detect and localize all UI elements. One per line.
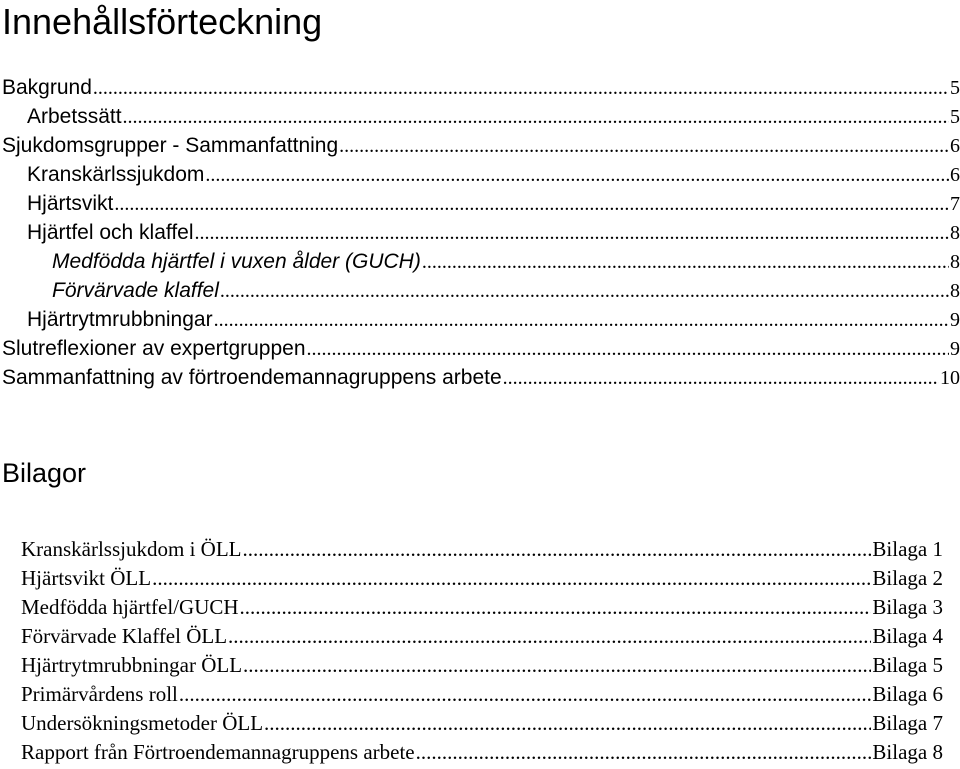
dot-leader [264, 709, 871, 738]
appendix-label: Undersökningsmetoder ÖLL [21, 711, 264, 735]
toc-page-number: 8 [950, 222, 960, 244]
dot-leader [228, 622, 871, 651]
appendix-entry-2[interactable] [21, 564, 943, 593]
toc-entry-bakgrund[interactable] [2, 73, 960, 102]
appendix-label: Rapport från Förtroendemannagruppens arbete [21, 740, 415, 764]
dot-leader [220, 277, 949, 306]
toc-entry-label: Sammanfattning av förtroendemannagruppens arbete [2, 366, 502, 389]
toc-page-number: 9 [950, 338, 960, 360]
dot-leader [422, 248, 949, 277]
appendix-label: Medfödda hjärtfel/GUCH [21, 595, 239, 619]
dot-leader [242, 535, 871, 564]
appendix-number: Bilaga 2 [872, 566, 943, 590]
appendix-number: Bilaga 8 [872, 740, 943, 764]
appendix-entry-1[interactable] [21, 535, 943, 564]
appendix-label: Förvärvade Klaffel ÖLL [21, 624, 228, 648]
appendix-number: Bilaga 5 [872, 653, 943, 677]
toc-entry-label: Arbetssätt [27, 105, 122, 128]
toc-page-number: 5 [950, 77, 960, 99]
dot-leader [205, 161, 949, 190]
dot-leader [240, 593, 872, 622]
toc-page-number: 9 [950, 309, 960, 331]
appendix-number: Bilaga 3 [872, 595, 943, 619]
appendix-entry-3[interactable] [21, 593, 943, 622]
appendix-number: Bilaga 4 [872, 624, 943, 648]
toc-page-number: 6 [950, 135, 960, 157]
appendix-entry-8[interactable] [21, 738, 943, 767]
dot-leader [503, 364, 939, 393]
dot-leader [114, 190, 949, 219]
dot-leader [179, 680, 872, 709]
appendix-entry-6[interactable] [21, 680, 943, 709]
appendix-label: Primärvårdens roll [21, 682, 178, 706]
appendix-number: Bilaga 6 [872, 682, 943, 706]
toc-page-number: 8 [950, 280, 960, 302]
toc-entry-label: Kranskärlssjukdom [27, 163, 205, 186]
toc-entry-hjartsvikt[interactable] [27, 189, 960, 218]
appendix-label: Kranskärlssjukdom i ÖLL [21, 537, 242, 561]
dot-leader [339, 132, 949, 161]
toc-entry-sjukdomsgrupper[interactable] [2, 131, 960, 160]
toc-entry-guch[interactable] [52, 247, 960, 276]
appendix-number: Bilaga 7 [872, 711, 943, 735]
toc-entry-label: Hjärtrytmrubbningar [27, 308, 213, 331]
dot-leader [93, 74, 949, 103]
toc-entry-label: Hjärtsvikt [27, 192, 114, 215]
dot-leader [307, 335, 949, 364]
appendix-label: Hjärtrytmrubbningar ÖLL [21, 653, 243, 677]
appendix-entry-5[interactable] [21, 651, 943, 680]
toc-entry-sammanfattning[interactable] [2, 363, 960, 392]
dot-leader [214, 306, 949, 335]
toc-entry-label: Medfödda hjärtfel i vuxen ålder (GUCH) [52, 250, 421, 273]
toc-entry-label: Bakgrund [2, 76, 92, 99]
toc-entry-arbetssatt[interactable] [27, 102, 960, 131]
toc-page-number: 5 [950, 106, 960, 128]
toc-entry-forvarvade-klaffel[interactable] [52, 276, 960, 305]
toc-page-number: 7 [950, 193, 960, 215]
dot-leader [152, 564, 871, 593]
toc-page-number: 6 [950, 164, 960, 186]
toc-entry-label: Förvärvade klaffel [52, 279, 219, 302]
toc-entry-hjartfel[interactable] [27, 218, 960, 247]
toc-entry-label: Hjärtfel och klaffel [27, 221, 194, 244]
dot-leader [123, 103, 949, 132]
toc-entry-label: Sjukdomsgrupper - Sammanfattning [2, 134, 339, 157]
toc-page-number: 10 [940, 367, 960, 389]
toc-entry-label: Slutreflexioner av expertgruppen [2, 337, 306, 360]
toc-entry-hjartrytmrubbningar[interactable] [27, 305, 960, 334]
appendix-label: Hjärtsvikt ÖLL [21, 566, 152, 590]
appendix-number: Bilaga 1 [872, 537, 943, 561]
dot-leader [195, 219, 949, 248]
toc-page-number: 8 [950, 251, 960, 273]
toc-entry-kranskarlssjukdom[interactable] [27, 160, 960, 189]
dot-leader [416, 738, 872, 767]
appendix-entry-7[interactable] [21, 709, 943, 738]
dot-leader [243, 651, 871, 680]
page-title: Innehållsförteckning [2, 1, 323, 42]
toc-entry-slutreflexioner[interactable] [2, 334, 960, 363]
appendix-entry-4[interactable] [21, 622, 943, 651]
appendix-heading: Bilagor [2, 458, 87, 488]
